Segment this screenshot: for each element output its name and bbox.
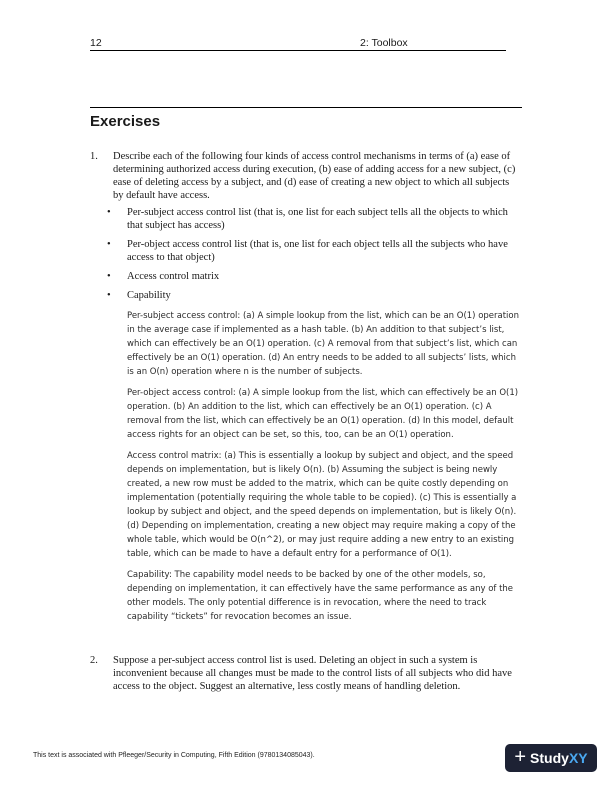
bullet-item	[107, 238, 522, 264]
question-text: Suppose a per-subject access control list is used. Deleting an object in such a system is inconvenient because all changes must be made to the control lists of all subjects who did have access to the object. Suggest an alternative, less costly means of handling deletion.	[113, 655, 512, 692]
question-number: 2.	[90, 655, 98, 666]
question-number: 1.	[90, 151, 98, 162]
bullet-text: Capability	[127, 290, 171, 301]
section-title: Exercises	[90, 113, 161, 130]
chapter-title: 2: Toolbox	[360, 37, 408, 49]
bullet-item	[107, 206, 522, 232]
bullet-item	[107, 270, 522, 283]
bullet-icon: •	[107, 271, 111, 282]
studyxy-logo[interactable]	[505, 744, 597, 772]
bullet-item	[107, 289, 522, 302]
answer-per-object: Per-object access control: (a) A simple lookup from the list, which can effectively be an O(1) operation. (b) An addition to the list, which can effectively be an O(1) operation. (c) A removal from the list, which can effectively be an O(1) operation. (d) In this model, default access rights for an object can be set, so this, too, can be an O(1) operation.	[127, 388, 519, 440]
bullet-list	[107, 206, 522, 308]
running-header	[90, 37, 506, 51]
bullet-text: Access control matrix	[127, 271, 220, 282]
bullet-icon: •	[107, 290, 111, 301]
bullet-icon: •	[107, 207, 111, 218]
logo-text	[530, 750, 588, 766]
bullet-text: Per-subject access control list (that is, one list for each subject tells all the objects to which that subject has access)	[127, 207, 508, 231]
logo-text-main: Study	[530, 750, 569, 766]
plus-icon: +	[514, 746, 527, 768]
bullet-text: Per-object access control list (that is, one list for each object tells all the subjects who have access to that object)	[127, 239, 508, 263]
page-number: 12	[90, 37, 102, 49]
section-divider	[90, 107, 522, 108]
answer-capability: Capability: The capability model needs to be backed by one of the other models, so, depending on implementation, it can effectively have the same performance as any of the other models. The only potential difference is in revocation, where the need to track capability “tickets” for revocation becomes an issue.	[127, 570, 514, 622]
answer-access-matrix: Access control matrix: (a) This is essentially a lookup by subject and object, and the speed depends on implementation, but is likely O(n). (b) Assuming the subject is being newly created, a new row must be added to the matrix, which can be quite costly depending on implementation (potentially requiring the whole table to be copied). (c) This is essentially a lookup by subject and object, and the speed depends on implementation, but is likely O(n). (d) Depending on implementation, creating a new object may require making a copy of the whole table, which would be O(n^2), or may just require adding a new entry to an existing table, which can be made to have a default entry for a performance of O(1).	[127, 451, 517, 559]
logo-text-accent: XY	[568, 750, 588, 766]
question-text: Describe each of the following four kinds of access control mechanisms in terms of (a) ease of determining authorized access during execution, (b) ease of adding access for a new subject, (c) ease of deleting access by a subject, and (d) ease of creating a new object to which all subjects by default have access.	[113, 151, 516, 201]
footer-attribution: This text is associated with Pfleeger/Security in Computing, Fifth Edition (9780134085043).	[33, 752, 315, 759]
bullet-icon: •	[107, 239, 111, 250]
answer-per-subject: Per-subject access control: (a) A simple lookup from the list, which can be an O(1) operation in the average case if implemented as a hash table. (b) An addition to that subject’s list, which can effectively be an O(1) operation. (c) A removal from that subject’s list, which can effectively be an O(1) operation. (d) An entry needs to be added to all subjects’ lists, which is an O(n) operation where n is the number of subjects.	[127, 311, 520, 377]
answer-block	[127, 309, 522, 631]
